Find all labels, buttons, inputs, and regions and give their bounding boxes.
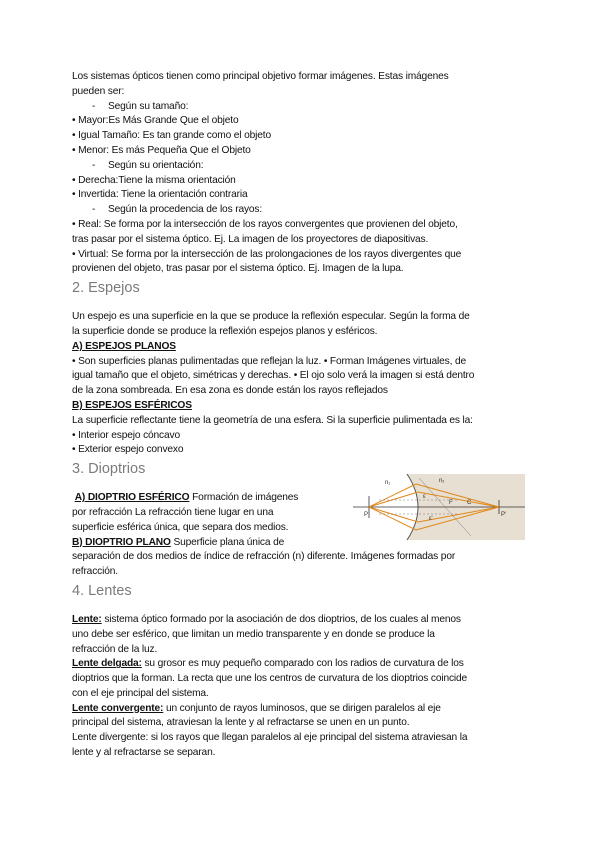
origin-line: provienen del objeto, tras pasar por el sistema óptico. Ej. Imagen de la lupa. [72, 263, 404, 275]
section-heading-lentes: 4. Lentes [72, 582, 132, 599]
lente-def: Lente: sistema óptico formado por la asociación de dos dioptrios, de los cuales al menos [72, 613, 461, 625]
lente-divergente-line: lente y al refractarse se separan. [72, 747, 216, 759]
dioptrio-plano-line: separación de dos medios de índice de refracción (n) diferente. Imágenes formadas por [72, 551, 456, 563]
lente-delgada: Lente delgada: su grosor es muy pequeño comparado con los radios de curvatura de los [72, 658, 464, 670]
size-item: • Mayor:Es Más Grande Que el objeto [72, 115, 239, 127]
lente-convergente: Lente convergente: un conjunto de rayos luminosos, que se dirigen paralelos al eje [72, 702, 441, 714]
planos-line: de la zona sombreada. En esa zona es donde están los rayos reflejados [72, 385, 388, 397]
origin-heading: - Según la procedencia de los rayos: [92, 204, 263, 216]
origin-line: tras pasar por el sistema óptico. Ej. La imagen de los proyectores de diapositivas. [72, 233, 429, 245]
lente-convergente-line: principal del sistema, atraviesan la lente y al refractarse se unen en un punto. [72, 717, 410, 729]
dioptrio-plano: B) DIOPTRIO PLANO Superficie plana única de [72, 536, 285, 548]
planos-heading: A) ESPEJOS PLANOS [72, 340, 176, 352]
document-page [72, 70, 527, 761]
dioptrio-figure [349, 470, 529, 548]
lente-delgada-line: dioptrios que la forman. La recta que une los centros de curvatura de los dioptrios coincide [72, 673, 468, 685]
figure-label: P [364, 512, 368, 519]
orientation-heading: - Según su orientación: [92, 159, 204, 171]
dioptrio-esferico-line: por refracción La refracción tiene lugar en una [72, 506, 274, 518]
lente-def-line: refracción de la luz. [72, 643, 158, 655]
dioptrios-block [72, 478, 527, 580]
intro-line: Los sistemas ópticos tienen como principal objetivo formar imágenes. Estas imágenes [72, 71, 449, 82]
figure-label: n₁ [385, 480, 391, 487]
esfericos-heading: B) ESPEJOS ESFÉRICOS [72, 399, 192, 411]
lente-delgada-line: con el eje principal del sistema. [72, 687, 209, 699]
origin-line: • Virtual: Se forma por la intersección de las prolongaciones de los rayos divergentes que [72, 248, 462, 260]
lente-def-line: uno debe ser esférico, que limitan un medio transparente y en donde se produce la [72, 628, 435, 640]
lente-divergente-line: Lente divergente: si los rayos que llegan paralelos al eje principal del sistema atraviesan la [72, 732, 468, 744]
orientation-item: • Invertida: Tiene la orientación contraria [72, 189, 248, 201]
figure-label: P' [501, 512, 506, 519]
dioptrio-esferico: A) DIOPTRIO ESFÉRICO Formación de imágenes [74, 492, 299, 504]
esfericos-line: • Exterior espejo convexo [72, 444, 184, 456]
section-heading-espejos: 2. Espejos [72, 280, 140, 297]
intro-line: pueden ser: [72, 85, 125, 97]
orientation-item: • Derecha:Tiene la misma orientación [72, 174, 236, 186]
espejos-intro: la superficie donde se produce la reflexión espejos planos y esféricos. [72, 325, 378, 337]
espejos-intro: Un espejo es una superficie en la que se produce la reflexión especular. Según la forma de [72, 311, 470, 323]
figure-label: ε' [429, 516, 433, 523]
dioptrio-plano-line: refracción. [72, 566, 118, 578]
figure-label: F [449, 500, 453, 507]
figure-label: C [467, 500, 472, 507]
origin-line: • Real: Se forma por la intersección de los rayos convergentes que provienen del objeto, [72, 218, 458, 230]
planos-line: igual tamaño que el objeto, simétricas y derechas. • El ojo solo verá la imagen si está dentro [72, 370, 475, 382]
size-heading: - Según su tamaño: [92, 100, 189, 112]
esfericos-line: La superficie reflectante tiene la geometría de una esfera. Si la superficie pulimentada es la: [72, 414, 473, 426]
size-item: • Menor: Es más Pequeña Que el Objeto [72, 144, 251, 156]
size-item: • Igual Tamaño: Es tan grande como el objeto [72, 130, 271, 142]
esfericos-line: • Interior espejo cóncavo [72, 429, 180, 441]
dioptrio-esferico-line: superficie esférica única, que separa dos medios. [72, 521, 289, 533]
section-heading-dioptrios: 3. Dioptrios [72, 461, 146, 478]
figure-label: n₂ [439, 478, 445, 485]
figure-label: ε [423, 494, 426, 501]
planos-line: • Son superficies planas pulimentadas que reflejan la luz. • Forman Imágenes virtuales, de [72, 355, 466, 367]
